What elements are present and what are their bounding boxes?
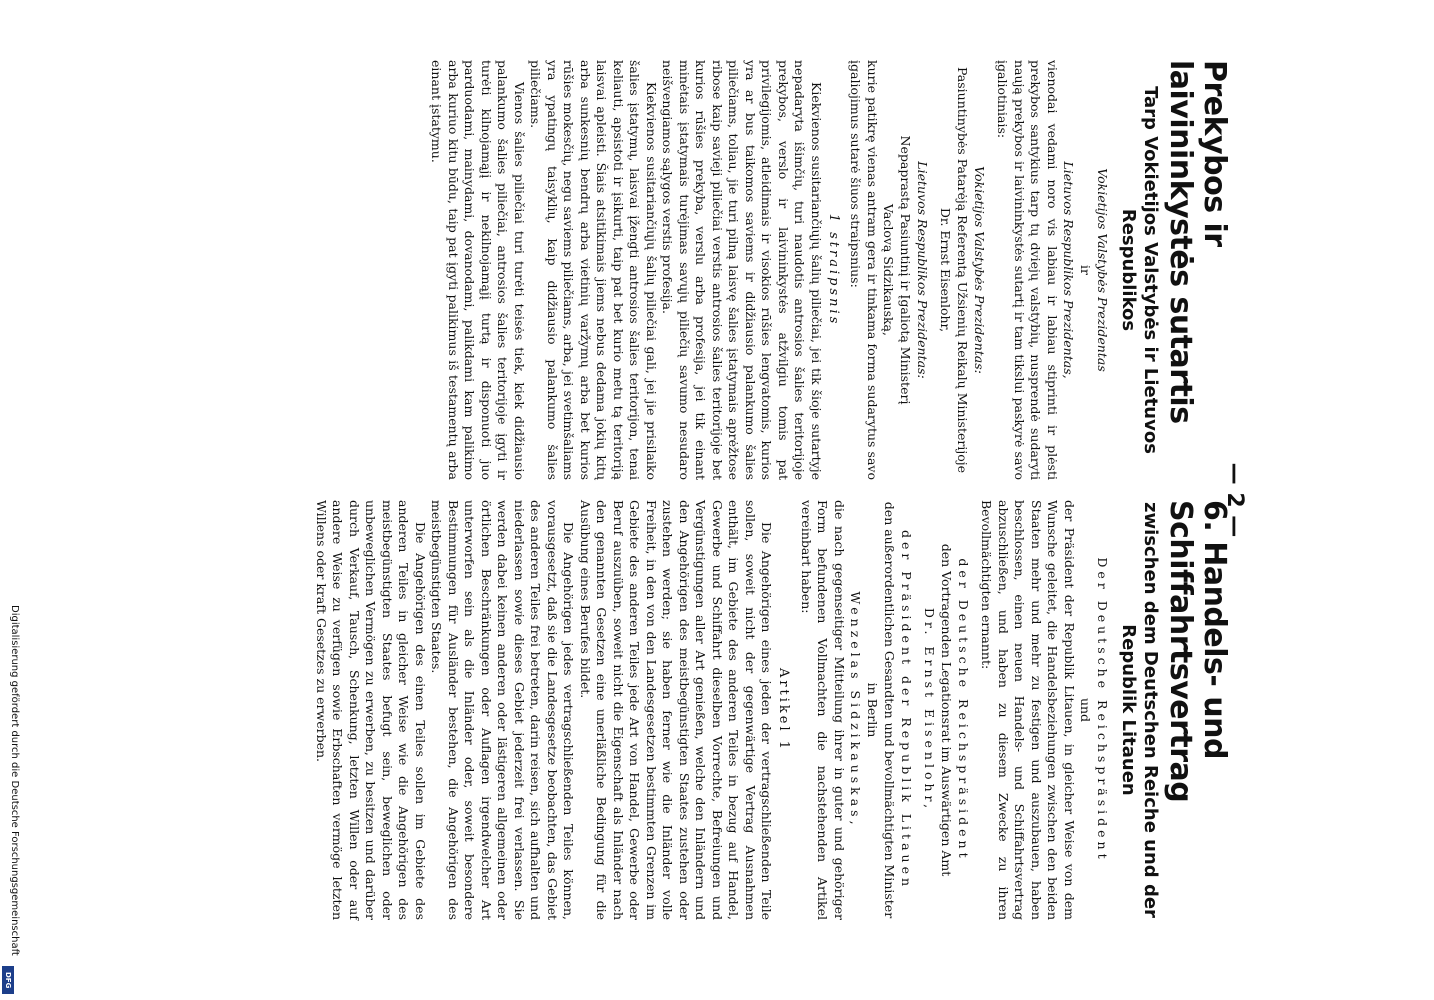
german-rep-2-desc: den außerordentlichen Gesandten und bevollmächtigten Minister in Berlin: [865, 501, 897, 919]
lithuanian-party-1: Vokietijos Valstybės Prezidentas: [1095, 168, 1110, 372]
digitization-credit: Digitalisierung gefördert durch die Deutsche Forschungsgemeinschaft: [9, 605, 20, 956]
german-party-1: Der Deutsche Reichspräsident: [1095, 557, 1110, 863]
german-rep-1-title: der Deutsche Reichspräsident: [956, 558, 971, 862]
german-subtitle: zwischen dem Deutschen Reiche und der Republik Litauen: [1118, 502, 1161, 918]
lithuanian-rep-2-desc: Nepaprastą Pasiuntinį ir Įgaliotą Ministerį: [898, 135, 913, 405]
page-number: — 2 —: [1222, 462, 1247, 538]
lithuanian-article-1-para-3: Vienos šalies piliečiai turi turėti teisės tiek, kiek didžiausio palankumo šalies piliečiai, antrosios šalies teritorijoje įgyti ir turėti kilnojamąjį ir nekilnojamąjį turtą ir disponuoti juo parduodami, mainydami, dovanodami, palikdami kam palikimo arba kuriuo kitu būdu, taip pat įgyti palikimus iš testamentų arba einant įstatymu.: [429, 60, 527, 480]
german-rep-2-name: Wenzelas Sidzikauskas,: [848, 591, 863, 829]
lithuanian-article-1-para-2: Kiekvienos susitariančiųjų šalių piliečiai gali, jei jie prisilaiko šalies įstatymų, laisvai įžengti antrosios šalies teritorijon, tenai keliauti, apsistoti ir įsikurti, taip pat bet kurio metu tą teritoriją laisvai apleisti. Šiais atsitikimais jiems nebus dedama jokių kitų arba sunkesnių bendrų arba vietinių varžymų arba bet kurios rūšies mokesčių, negu saviems piliečiams, arba, jei svetimšaliams yra ypatingų taisyklių, kaip didžiausio palankumo šalies piliečiams.: [528, 60, 659, 480]
german-article-1-para-3: Die Angehörigen des einen Teiles sollen im Gebiete des anderen Teiles in gleicher Weise wie die Angehörigen des meistbegünstigten Staates befugt sein, beweglichen oder unbeweglichen Vermögen zu erwerben, zu besitzen und darüber durch Verkauf, Tausch, Schenkung, letzten Willen oder auf andere Weise zu verfügen sowie Erbschaften vermöge letzten Willens oder kraft Gesetzes zu erwerben.: [314, 500, 428, 920]
lithuanian-agreement: kurie patikrę vienas antram gera ir tinkama forma sudarytus savo įgaliojimus sutarė šiuos straipsnius:: [848, 60, 880, 480]
lithuanian-rep-2-name: Vaclovą Sidzikauską,: [881, 204, 896, 336]
german-intro: der Präsident der Republik Litauen, in gleicher Weise von dem Wunsche geleitet, die Handelsbeziehungen zwischen den beiden Staaten mehr und mehr zu festigen und auszubauen, haben beschlossen, einen neuen Handels- und Schiffahrtsvertrag abzuschließen, und haben zu diesem Zwecke zu ihren Bevollmächtigten ernannt:: [979, 500, 1077, 920]
german-article-heading: Artikel 1: [776, 667, 792, 753]
german-rep-1-name: Dr. Ernst Eisenlohr,: [922, 607, 937, 813]
lithuanian-subtitle: Tarp Vokietijos Valstybės ir Lietuvos Respublikos: [1118, 86, 1161, 454]
lithuanian-rep-2-title: Lietuvos Respublikos Prezidentas:: [915, 161, 930, 379]
german-article-1-para-1: Die Angehörigen eines jeden der vertragschließenden Teile sollen, soweit nicht der gegenwärtige Vertrag Ausnahmen enthält, im Gebiete des anderen Teiles in bezug auf Handel, Gewerbe und Schiffahrt dieselben Vorrechte, Befreiungen und Vergünstigungen aller Art genießen, welche den Inländern und den Angehörigen des meistbegünstigten Staates zustehen oder zustehen werden; sie haben ferner wie die Inländer volle Freiheit, in den von den Landesgesetzen bestimmten Grenzen im Gebiete des anderen Teiles jede Art von Handel, Gewerbe oder Beruf auszuüben, soweit nicht die Eigenschaft als Inländer nach den genannten Gesetzen eine unerläßliche Bedingung für die Ausübung eines Berufes bildet.: [578, 500, 775, 920]
lithuanian-party-2: Lietuvos Respublikos Prezidentas,: [1061, 161, 1076, 379]
lithuanian-title: Prekybos ir laivininkystės sutartis: [1163, 60, 1232, 424]
german-agreement: die nach gegenseitiger Mitteilung ihrer in guter und gehöriger Form befundenen Vollmachten die nachstehenden Artikel vereinbart haben:: [799, 500, 847, 920]
german-und: und: [1078, 697, 1093, 723]
german-rep-1-desc: den Vortragenden Legationsrat im Auswärtigen Amt: [939, 543, 954, 877]
lithuanian-column: [428, 60, 1245, 480]
lithuanian-rep-1-title: Vokietijos Valstybės Prezidentas:: [972, 166, 987, 374]
lithuanian-article-heading: 1 straipsnis: [826, 213, 841, 327]
german-title: 6. Handels- und Schiffahrtsvertrag: [1163, 500, 1232, 803]
lithuanian-rep-1-name: Dr. Ernst Eisenlohr,: [938, 207, 953, 333]
lithuanian-article-1-para-1: Kiekvienos susitariančiųjų šalių piliečiai, jei tik šioje sutartyje nepadaryta išimčių, turi naudotis antrosios šalies teritorijoje prekybos, verslo ir laivininkystės atžvilgiu tomis pat privilegijomis, atleidimais ir visokios rūšies lengvatomis, kurios yra ar bus taikomos saviems ir didžiausio palankumo šalies piliečiams, toliau, jie turi pilną laisvę šalies įstatymais aprėžtose ribose kaip savieji piliečiai verstis antrosios šalies teritorijoje bet kurios rūšies prekyba, verslu arba profesija, jei tik einant minėtais įstatymais turėjimas savųjų piliečių savumo nesudaro neišvengiamos sąlygos verstis profesija.: [660, 60, 824, 480]
lithuanian-rep-1-desc: Pasiuntinybės Patarėją Referentą Užsienių Reikalų Ministerijoje: [955, 66, 970, 474]
lithuanian-intro: vienodai vedami noro vis labiau ir labiau stiprinti ir plėsti prekybos santykius tarp tų dviejų valstybių, nusprendė sudaryti naują prekybos ir laivininkystės sutartį ir tam tikslui paskyrė savo įgaliotiniais:: [995, 60, 1060, 480]
rotated-document-page: [145, 60, 1245, 940]
dfg-logo: DFG: [2, 966, 14, 994]
german-article-1-para-2: Die Angehörigen jedes vertragschließenden Teiles können, vorausgesetzt, daß sie die Landesgesetze beobachten, das Gebiet des anderen Teiles frei betreten, darin reisen, sich aufhalten und niederlassen sowie dieses Gebiet jederzeit frei verlassen. Sie werden dabei keinen anderen oder lästigeren allgemeinen oder örtlichen Beschränkungen oder Auflagen irgendwelcher Art unterworfen sein als die Inländer oder, soweit besondere Bestimmungen für Ausländer bestehen, die Angehörigen des meistbegünstigten Staates.: [429, 500, 577, 920]
german-rep-2-title: der Präsident der Republik Litauen: [899, 529, 914, 891]
lithuanian-ir: ir: [1078, 265, 1093, 275]
german-column: [313, 500, 1246, 920]
